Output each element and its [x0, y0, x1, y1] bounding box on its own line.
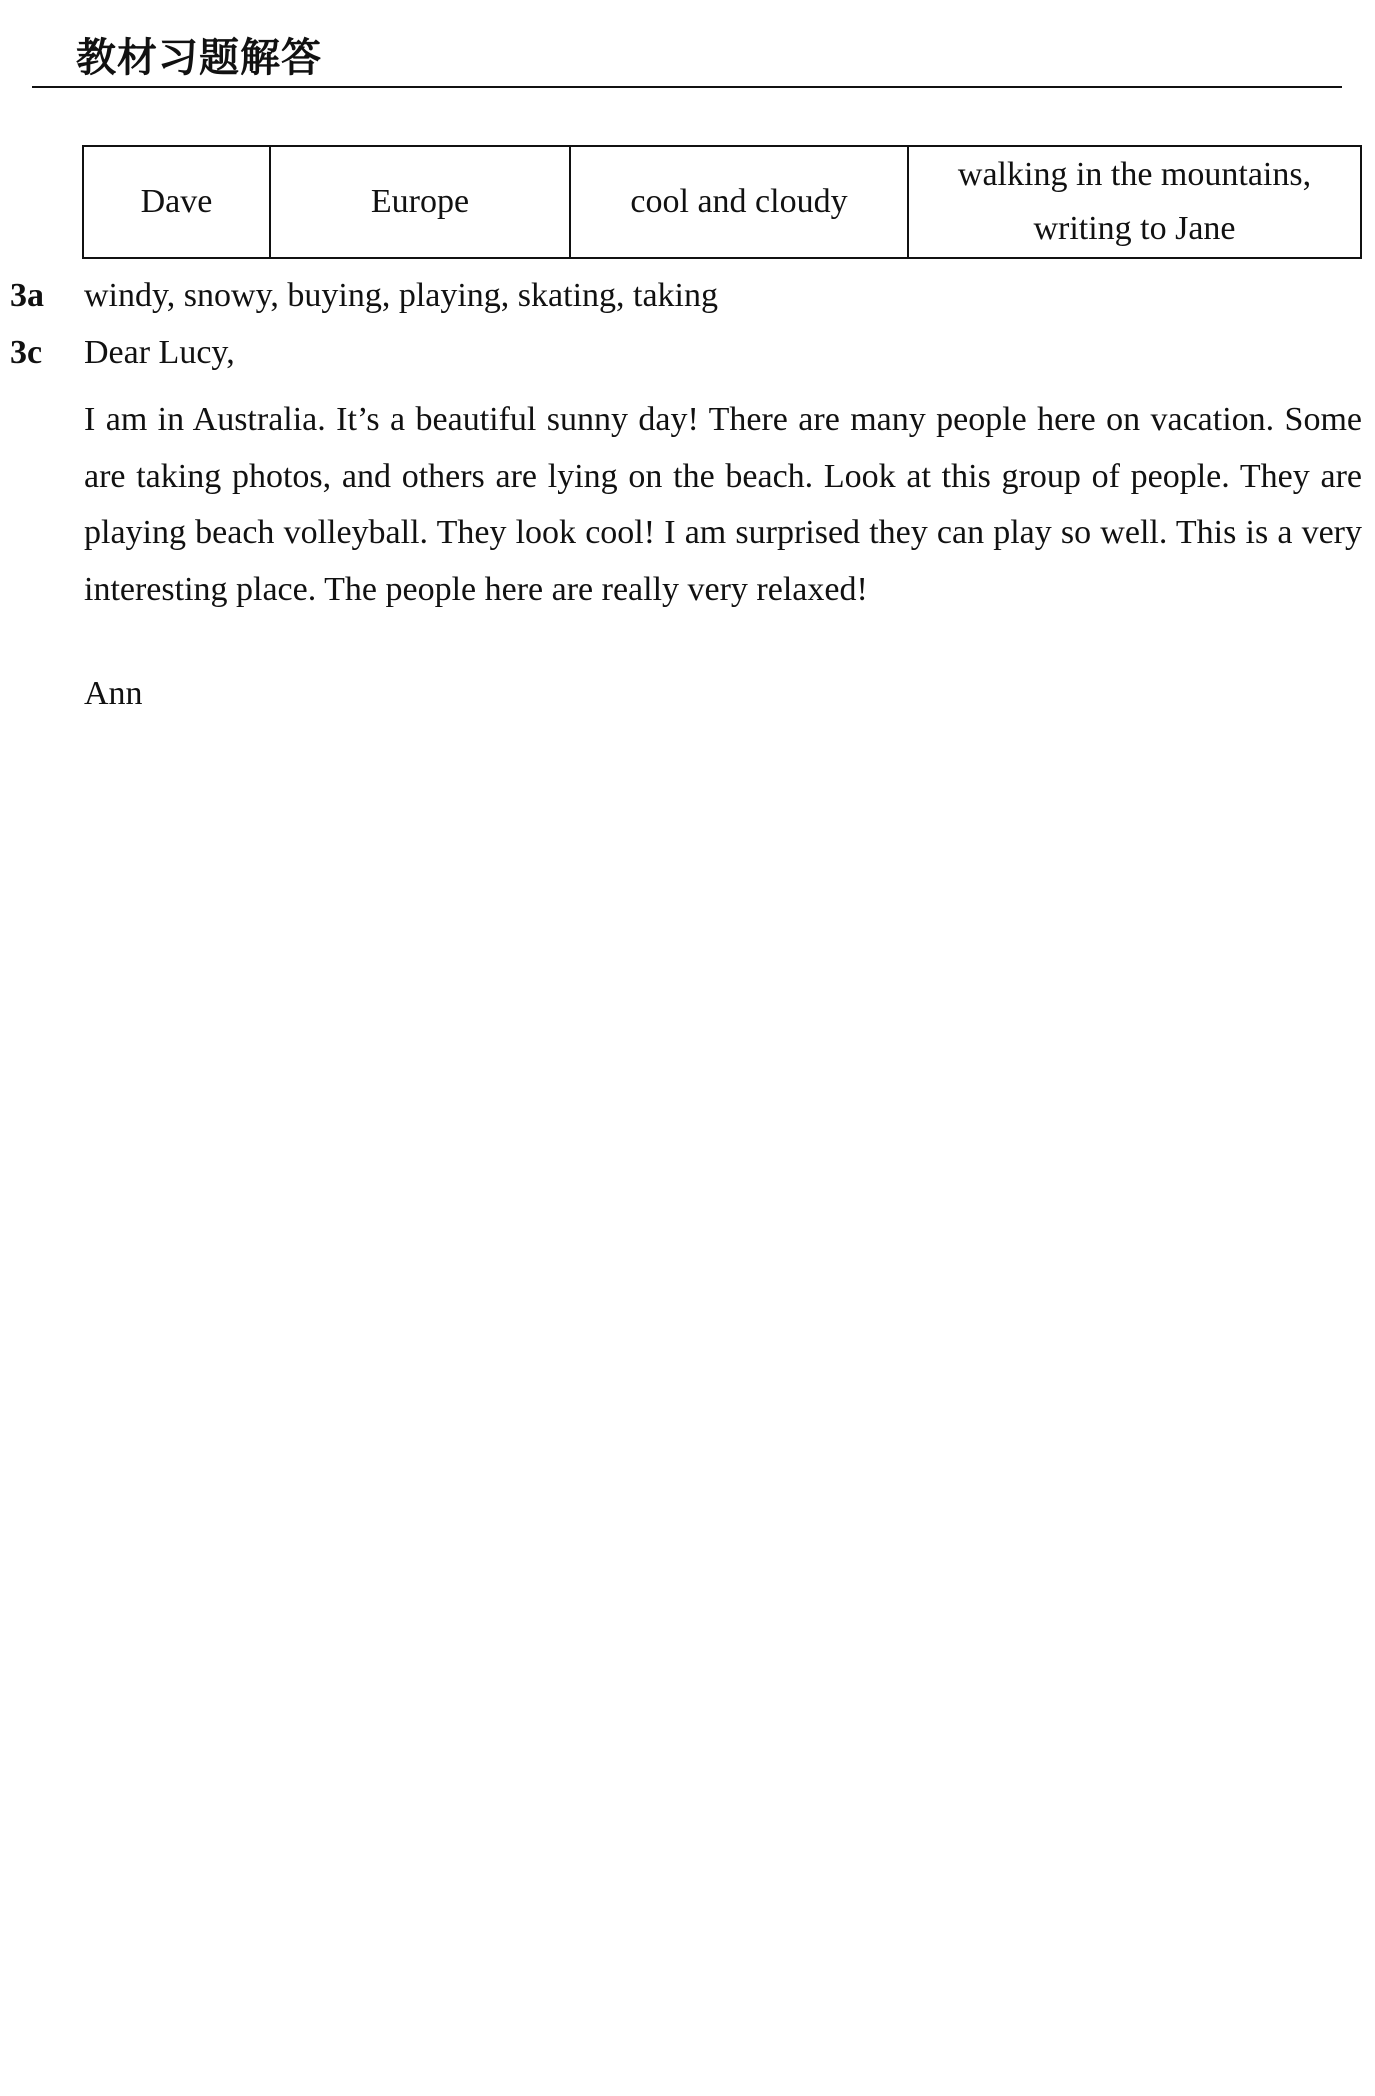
page-header	[32, 30, 1342, 88]
answer-number: 3c	[10, 334, 43, 371]
letter-signature: Ann	[84, 675, 143, 712]
answer-text: windy, snowy, buying, playing, skating, taking	[84, 277, 718, 314]
letter-greeting: Dear Lucy,	[84, 334, 235, 371]
letter-body: I am in Australia. It’s a beautiful sunny day! There are many people here on vacation. Some are taking photos, and others are lying on the beach. Look at this group of people. They are playing beach volleyball. They look cool! I am surprised they can play so well. This is a very interesting place. The people here are really very relaxed!	[84, 401, 1362, 608]
page-title: 教材习题解答	[76, 35, 322, 81]
table-cell-weather: cool and cloudy	[570, 146, 908, 258]
table-cell-place: Europe	[270, 146, 570, 258]
table-row	[83, 146, 1361, 258]
answer-table	[82, 145, 1362, 259]
table-cell-activities: walking in the mountains, writing to Jane	[908, 146, 1361, 258]
answer-number: 3a	[10, 277, 44, 314]
table-cell-name: Dave	[83, 146, 270, 258]
